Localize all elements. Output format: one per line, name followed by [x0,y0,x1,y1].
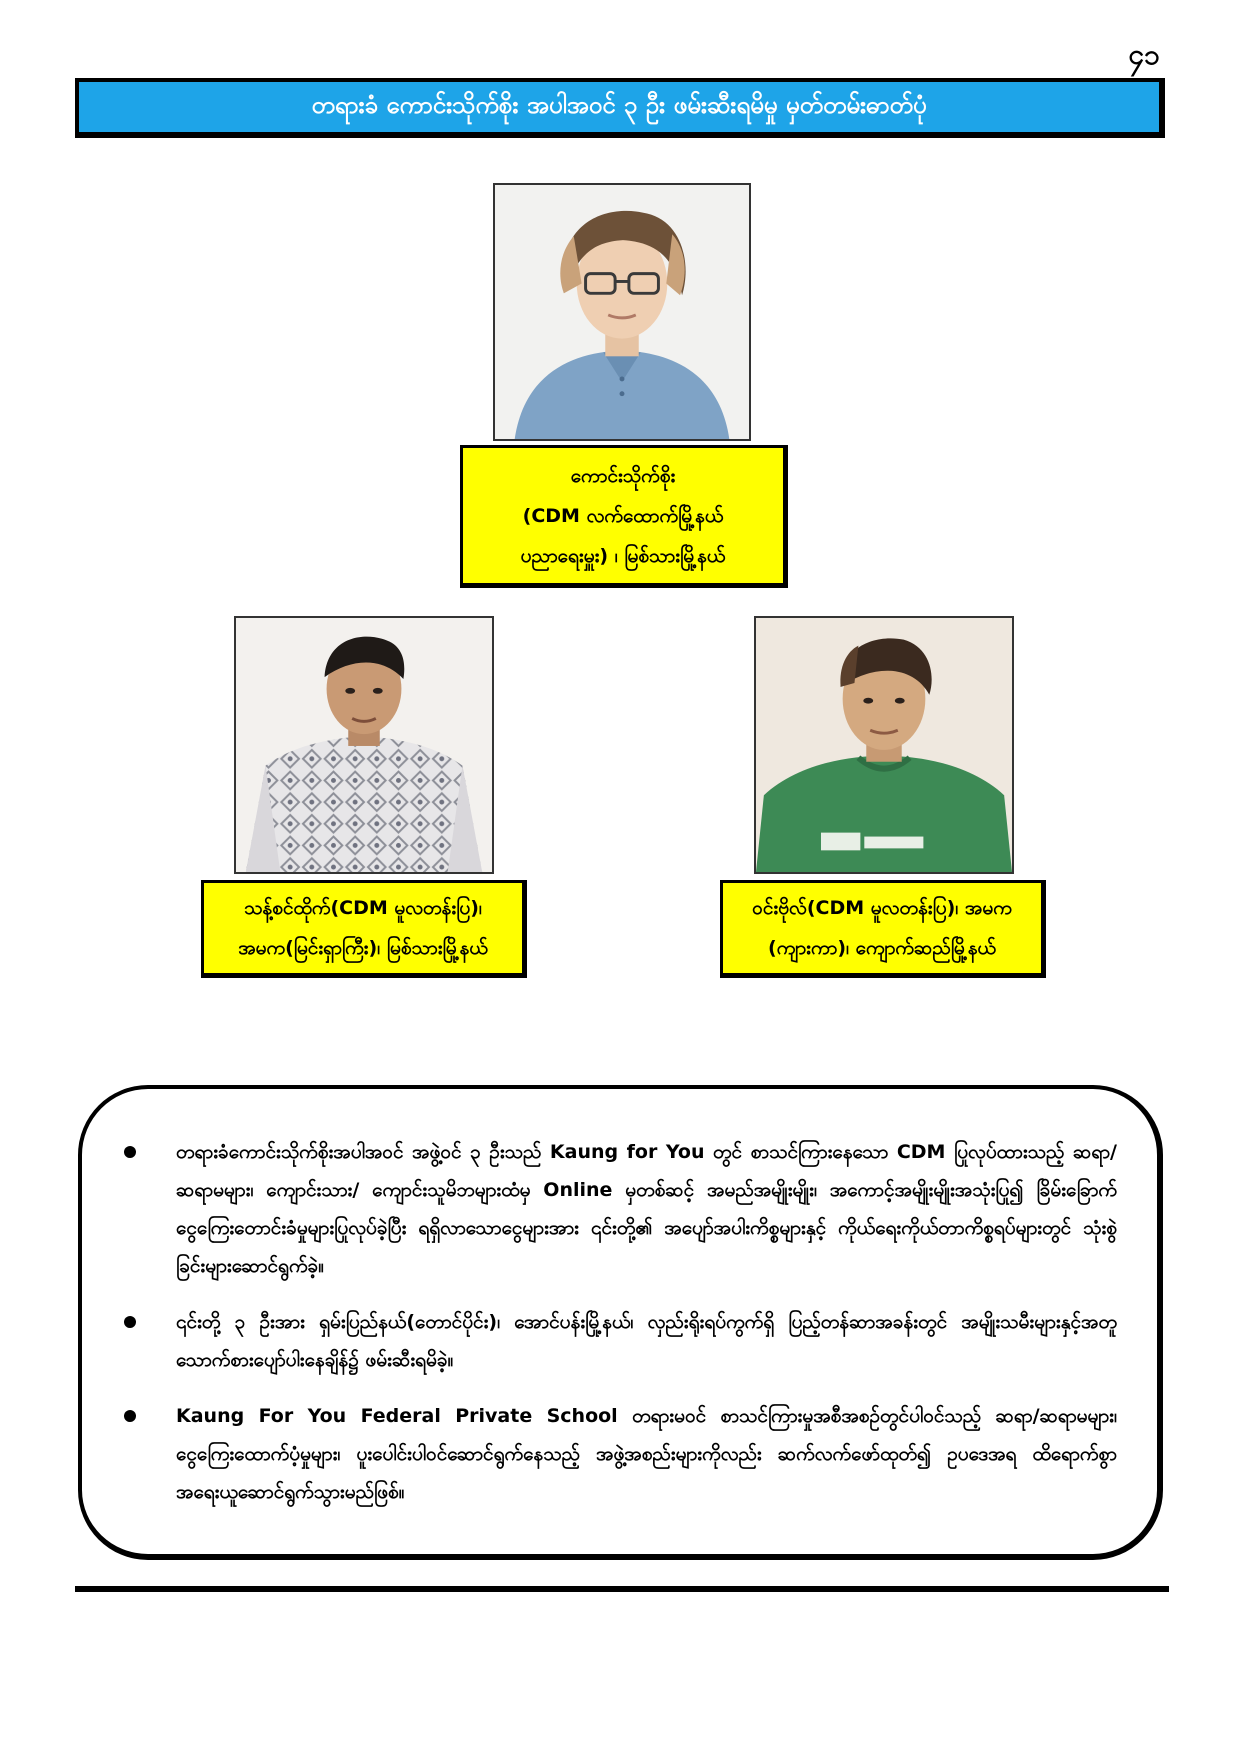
bullet-icon [124,1146,136,1158]
list-item-text: Kaung For You Federal Private School တရားမဝင် စာသင်ကြားမှုအစီအစဉ်တွင်ပါဝင်သည့် ဆရာ/ဆရာမများ၊ ငွေကြေးထောက်ပံ့မှုများ၊ ပူးပေါင်းပါဝင်ဆောင်ရွက်နေသည့် အဖွဲ့အစည်းများကိုလည်း ဆက်လက်ဖော်ထုတ်၍ ဥပဒေအရ ထိရောက်စွာအရေးယူဆောင်ရွက်သွားမည်ဖြစ်။ [176,1405,1117,1503]
caption-person-3 [720,880,1046,978]
caption-line: (CDM လက်ထောက်မြို့နယ် [522,504,724,527]
caption-line: (ကျားကာ)၊ ကျောက်ဆည်မြို့နယ် [768,937,996,959]
summary-list [124,1133,1117,1511]
caption-line: သန့်စင်ထိုက်(CDM မူလတန်းပြ)၊ [244,897,482,919]
list-item-text: တရားခံကောင်းသိုက်စိုးအပါအဝင် အဖွဲ့ဝင် ၃ ဦးသည် Kaung for You တွင် စာသင်ကြားနေသော CDM ပြုလုပ်ထားသည့် ဆရာ/ဆရာမများ၊ ကျောင်းသား/ ကျောင်းသူမိဘများထံမှ Online မှတစ်ဆင့် အမည်အမျိုးမျိုး၊ အကောင့်အမျိုးမျိုးအသုံးပြု၍ ခြိမ်းခြောက်ငွေကြေးတောင်းခံမှုများပြုလုပ်ခဲ့ပြီး ရရှိလာသောငွေများအား ၎င်းတို့၏ အပျော်အပါးကိစ္စများနှင့် ကိုယ်ရေးကိုယ်တာကိစ္စရပ်များတွင် သုံးစွဲခြင်းများဆောင်ရွက်ခဲ့။ [176,1141,1117,1277]
bullet-icon [124,1410,136,1422]
page-number: ၄၁ [1128,38,1160,71]
portrait-photo-glasses [493,183,751,441]
portrait-photo-green-shirt [754,616,1014,874]
caption-person-1 [460,445,788,588]
caption-line: ဝင်းဗိုလ်(CDM မူလတန်းပြ)၊ အမက [752,897,1012,919]
bullet-icon [124,1316,136,1328]
title-banner [75,78,1165,138]
bottom-divider [75,1586,1169,1592]
list-item [124,1303,1117,1379]
list-item [124,1397,1117,1511]
portrait-photo-patterned-shirt [234,616,494,874]
caption-line: အမက(မြင်းရှာကြီး)၊ မြစ်သားမြို့နယ် [238,937,488,959]
list-item-text: ၎င်းတို့ ၃ ဦးအား ရှမ်းပြည်နယ်(တောင်ပိုင်း)၊ အောင်ပန်းမြို့နယ်၊ လှည်းရိုးရပ်ကွက်ရှိ ပြည့်တန်ဆာအခန်းတွင် အမျိုးသမီးများနှင့်အတူ သောက်စားပျော်ပါးနေချိန်၌ ဖမ်းဆီးရမိခဲ့။ [176,1311,1117,1371]
caption-line: ပညာရေးမှူး) ၊ မြစ်သားမြို့နယ် [520,544,726,567]
list-item [124,1133,1117,1285]
title-text: တရားခံ ကောင်းသိုက်စိုး အပါအဝင် ၃ ဦး ဖမ်းဆီးရမိမှု မှတ်တမ်းဓာတ်ပုံ [311,91,927,119]
caption-person-2 [201,880,527,978]
caption-line: ကောင်းသိုက်စိုး [570,464,676,487]
summary-box [78,1085,1163,1560]
